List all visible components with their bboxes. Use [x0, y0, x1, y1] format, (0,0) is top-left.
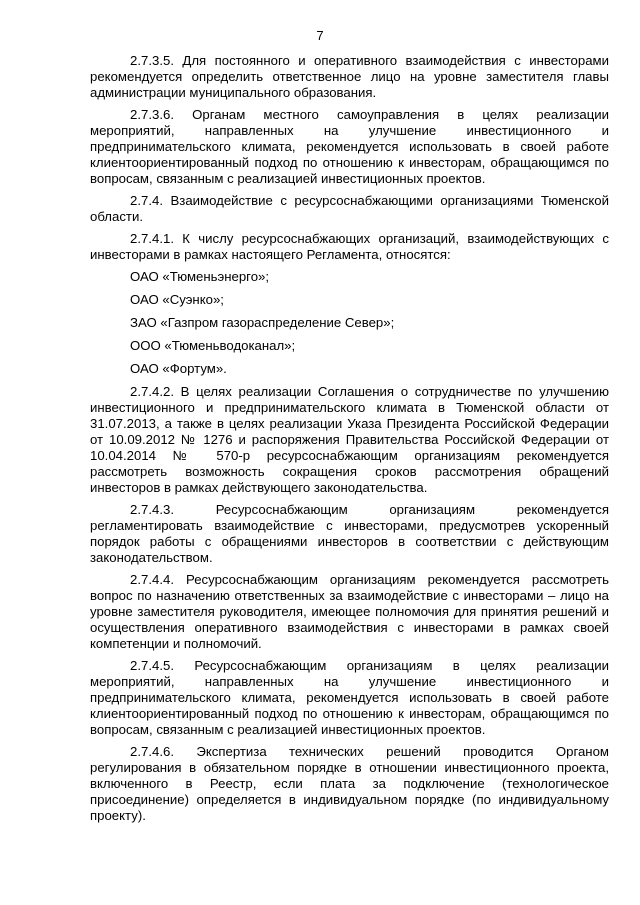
- paragraph-2-7-4-3: 2.7.4.3. Ресурсоснабжающим организациям рекомендуется регламентировать взаимодействие с инвесторами, предусмотрев ускоренный порядок работы с обращениями инвесторов в соответствии с действующим законодательством.: [90, 502, 609, 565]
- list-item-tyumenenergo: ОАО «Тюменьэнерго»;: [130, 269, 270, 284]
- page-number: 7: [316, 28, 324, 43]
- document-body: [90, 53, 609, 830]
- list-item-gazprom: ЗАО «Газпром газораспределение Север»;: [130, 315, 395, 330]
- paragraph-2-7-4-4: 2.7.4.4. Ресурсоснабжающим организациям рекомендуется рассмотреть вопрос по назначению ответственных за взаимодействие с инвесторами – лицо на уровне заместителя руководителя, имеющее полномочия для принятия решений и осуществления оперативного взаимодействия с инвесторами в рамках своей компетенции и полномочий.: [90, 572, 609, 651]
- paragraph-2-7-3-6: 2.7.3.6. Органам местного самоуправления в целях реализации мероприятий, направленных на улучшение инвестиционного и предпринимательского климата, рекомендуется использовать в своей работе клиентоориентированный подход по отношению к инвесторам, обращающимся по вопросам, связанным с реализацией инвестиционных проектов.: [90, 107, 609, 186]
- list-item-fortum: ОАО «Фортум».: [130, 361, 227, 376]
- paragraph-2-7-4-6: 2.7.4.6. Экспертиза технических решений проводится Органом регулирования в обязательном порядке в отношении инвестиционного проекта, включенного в Реестр, если плата за подключение (технологическое присоединение) определяется в индивидуальном порядке (по индивидуальному проекту).: [90, 744, 609, 823]
- paragraph-2-7-4-1: 2.7.4.1. К числу ресурсоснабжающих организаций, взаимодействующих с инвесторами в рамках настоящего Регламента, относятся:: [90, 231, 609, 262]
- paragraph-2-7-4-5: 2.7.4.5. Ресурсоснабжающим организациям в целях реализации мероприятий, направленных на улучшение инвестиционного и предпринимательского климата, рекомендуется использовать в своей работе клиентоориентированный подход по отношению к инвесторам, обращающимся по вопросам, связанным с реализацией инвестиционных проектов.: [90, 658, 609, 737]
- paragraph-2-7-4: 2.7.4. Взаимодействие с ресурсоснабжающими организациями Тюменской области.: [90, 193, 609, 224]
- list-item-suenko: ОАО «Суэнко»;: [130, 292, 224, 307]
- list-item-vodokanal: ООО «Тюменьводоканал»;: [130, 338, 296, 353]
- paragraph-2-7-4-2: 2.7.4.2. В целях реализации Соглашения о сотрудничестве по улучшению инвестиционного и предпринимательского климата в Тюменской области от 31.07.2013, а также в целях реализации Указа Президента Российской Федерации от 10.09.2012 № 1276 и распоряжения Правительства Российской Федерации от 10.04.2014 № 570-р ресурсоснабжающим организациям рекомендуется рассмотреть возможность сокращения сроков рассмотрения обращений инвесторов в рамках действующего законодательства.: [90, 384, 609, 495]
- paragraph-2-7-3-5: 2.7.3.5. Для постоянного и оперативного взаимодействия с инвесторами рекомендуется определить ответственное лицо на уровне заместителя главы администрации муниципального образования.: [90, 53, 609, 100]
